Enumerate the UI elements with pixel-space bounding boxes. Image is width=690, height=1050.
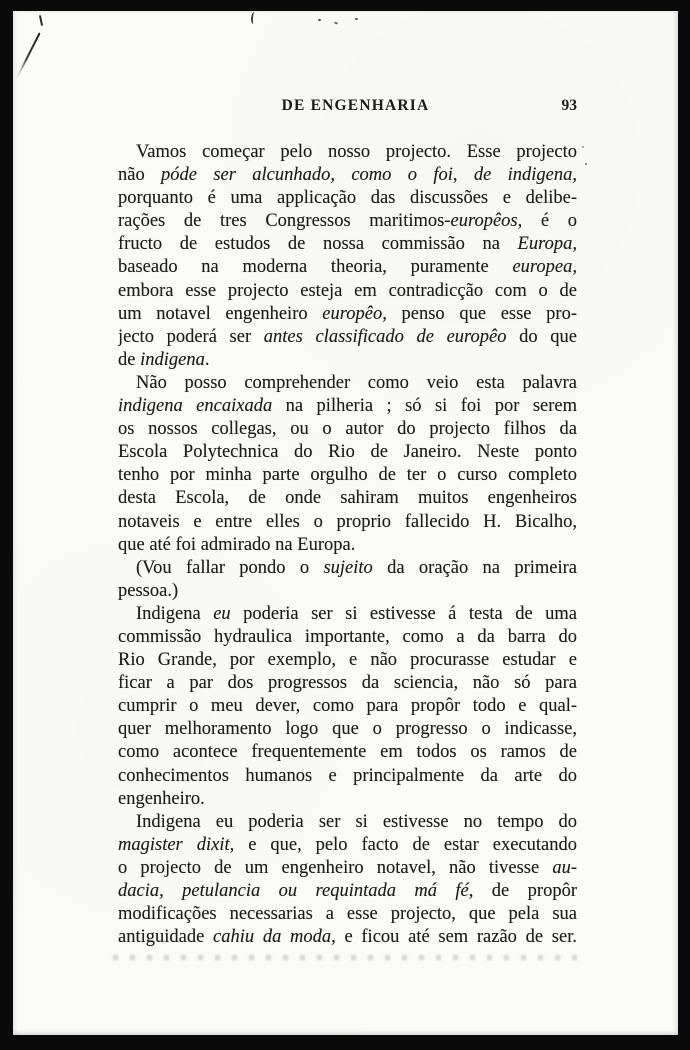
text-line: magister dixit, e que, pelo facto de estar executando [118, 834, 577, 855]
page-header [118, 97, 577, 117]
text-line: o projecto de um engenheiro notavel, não tivesse au- [118, 857, 577, 878]
text-line: embora esse projecto esteja em contradicção com o de [118, 280, 577, 301]
text-line: Indigena eu poderia ser si estivesse á testa de uma [136, 603, 577, 624]
text-line: não póde ser alcunhado, como o foi, de indigena, [118, 165, 577, 186]
paragraph [118, 557, 577, 603]
text-line: ficar a par dos progressos da sciencia, não só para [118, 673, 577, 694]
text-line: desta Escola, de onde sahiram muitos engenheiros [118, 488, 577, 509]
section-title: DE ENGENHARIA [281, 97, 430, 114]
text-line: modificações necessarias a esse projecto, que pela sua [118, 904, 577, 925]
scan-speck [582, 146, 584, 148]
text-line: Vamos começar pelo nosso projecto. Esse projecto [136, 142, 577, 162]
paragraph [118, 372, 577, 557]
text-line: fructo de estudos de nossa commissão na Europa, [118, 234, 577, 255]
scan-smudge [113, 955, 578, 960]
text-line: (Vou fallar pondo o sujeito da oração na primeira [136, 557, 577, 578]
text-line: antiguidade cahiu da moda, e ficou até sem razão de ser. [118, 927, 577, 948]
text-line: um notavel engenheiro europêo, penso que esse pro- [118, 303, 577, 324]
text-line: tenho por minha parte orgulho de ter o curso completo [118, 465, 577, 486]
text-line: pessoa.) [118, 580, 179, 601]
text-line: porquanto é uma applicação das discussões e delibe- [118, 188, 577, 209]
text-line: conhecimentos humanos e principalmente da arte do [118, 765, 577, 786]
text-line: Rio Grande, por exemplo, e não procurasse estudar e [118, 650, 577, 671]
text-line: baseado na moderna theoria, puramente europea, [118, 257, 577, 278]
text-line: jecto poderá ser antes classificado de europêo do que [118, 326, 577, 347]
text-line: Não posso comprehender como veio esta palavra [136, 372, 577, 393]
text-line: notaveis e entre elles o proprio fallecido H. Bicalho, [118, 511, 577, 532]
text-line: cumprir o meu dever, como para propôr todo e qual- [118, 696, 577, 717]
scan-speck [318, 19, 321, 21]
ink-mark [251, 12, 258, 24]
page [13, 11, 678, 1035]
text-line: como acontece frequentemente em todos os ramos de [118, 742, 577, 763]
text-line: commissão hydraulica importante, como a da barra do [118, 626, 577, 647]
text-line: quer melhoramento logo que o progresso o indicasse, [118, 719, 577, 740]
scan-speck [355, 18, 358, 20]
scan-speck [585, 163, 587, 165]
text-line: que até foi admirado na Europa. [118, 534, 356, 555]
text-line: engenheiro. [118, 788, 205, 809]
paragraph [118, 141, 577, 372]
text-block [118, 141, 577, 949]
paragraph [118, 603, 577, 811]
paragraph [118, 811, 577, 950]
text-line: de indigena. [118, 349, 210, 370]
text-line: indigena encaixada na pilheria ; só si foi por serem [118, 396, 577, 417]
page-number: 93 [561, 97, 577, 114]
text-line: rações de tres Congressos maritimos-europêos, é o [118, 211, 577, 232]
text-line: Indigena eu poderia ser si estivesse no tempo do [136, 811, 577, 832]
text-line: Escola Polytechnica do Rio de Janeiro. Neste ponto [118, 442, 577, 463]
text-line: os nossos collegas, ou o autor do projecto filhos da [118, 419, 577, 440]
text-line: dacia, petulancia ou requintada má fé, de propôr [118, 881, 577, 901]
